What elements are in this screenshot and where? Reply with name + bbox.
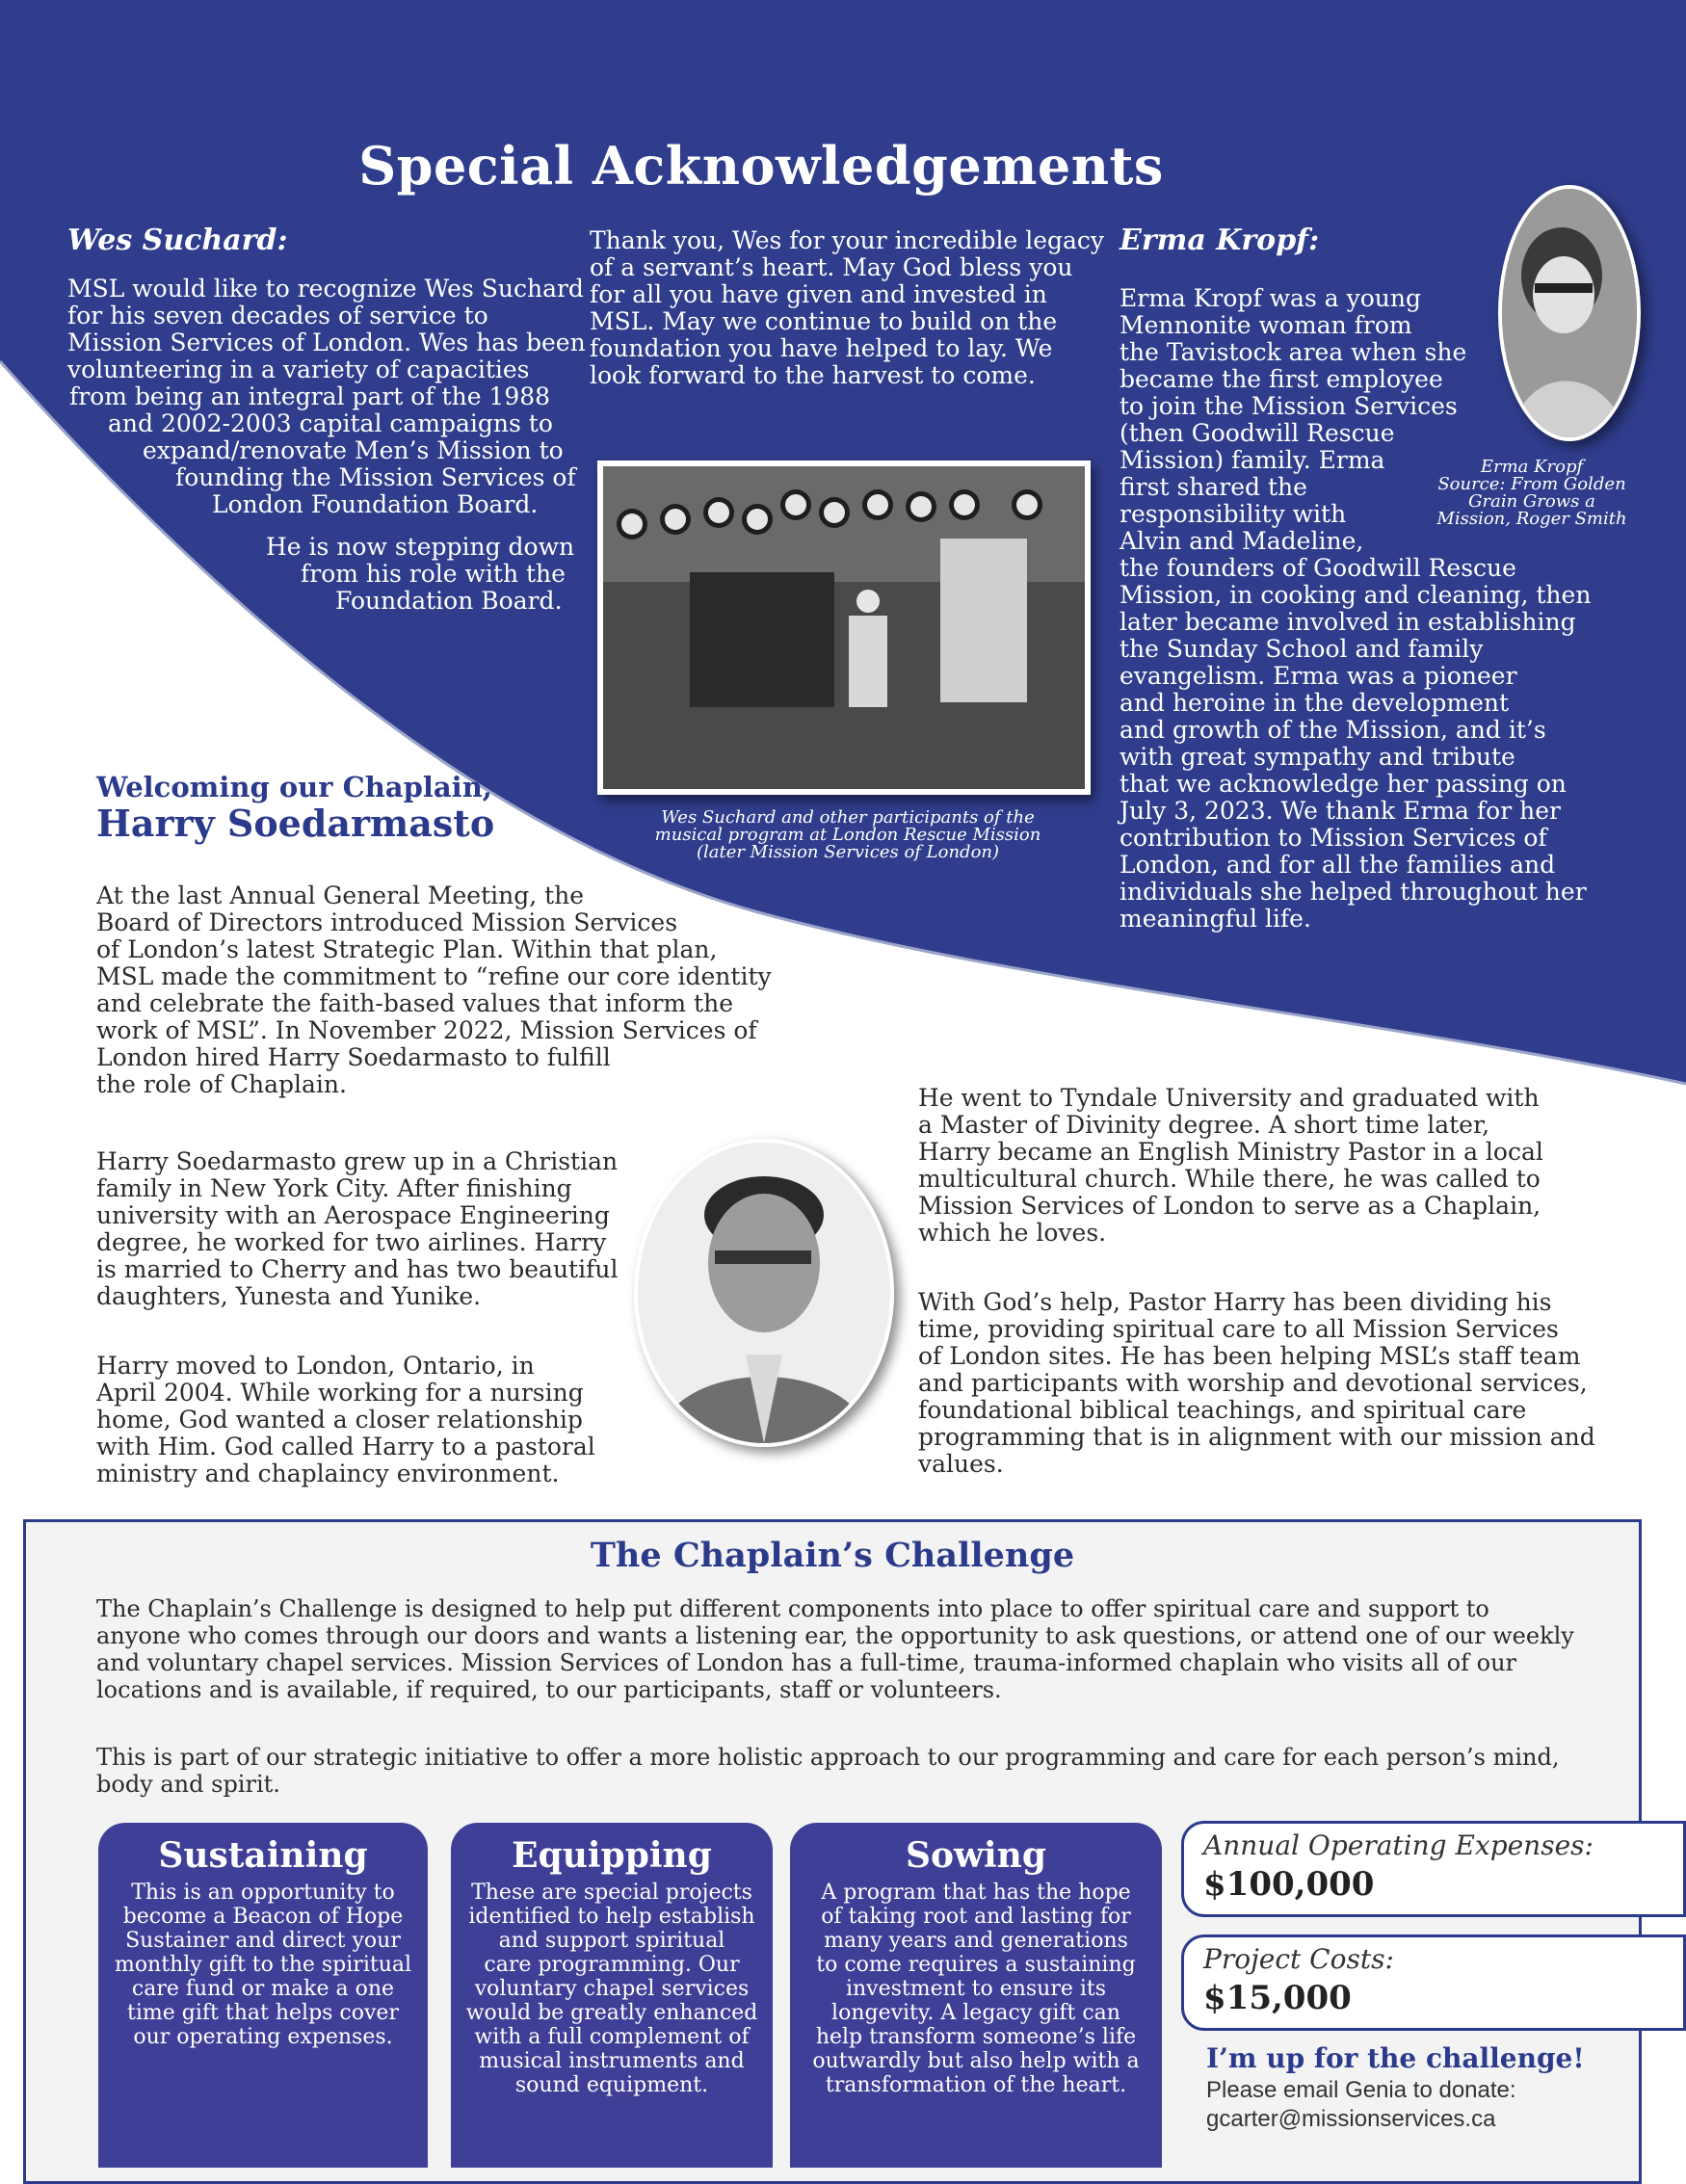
annual-expenses-value: $100,000 — [1203, 1865, 1375, 1904]
wes-thanks-paragraph: Thank you, Wes for your incredible legacy of a servant’s heart. May God bless you for all you have given and invested in MSL. May we continue to build on the foundation you have helped to lay. We look forward to the harvest to come. — [590, 226, 1105, 389]
challenge-paragraph-1: The Chaplain’s Challenge is designed to help put different components into place to offer spiritual care and support to anyone who comes through our doors and wants a listening ear, the opportunity to ask questions, or attend one of our weekly and voluntary chapel services. Mission Services of London has a full-time, trauma-informed chaplain who visits all of our locations and is available, if required, to our participants, staff or volunteers. — [96, 1595, 1574, 1703]
equipping-card — [451, 1823, 773, 2168]
musical-photo-caption: Wes Suchard and other participants of the musical program at London Rescue Mission (later Mission Services of London) — [654, 807, 1041, 862]
project-costs-label: Project Costs: — [1203, 1943, 1394, 1975]
photo-placeholder-graphic — [603, 466, 1085, 789]
challenge-title: The Chaplain’s Challenge — [590, 1536, 1075, 1575]
wes-paragraph-2: He is now stepping down from his role with the Foundation Board. — [266, 533, 575, 615]
sustaining-card — [98, 1823, 428, 2168]
page-title: Special Acknowledgements — [358, 135, 1164, 197]
project-costs-box — [1181, 1934, 1686, 2031]
sustaining-title: Sustaining — [158, 1835, 368, 1876]
donate-instruction: Please email Genia to donate: — [1206, 2077, 1516, 2103]
chaplain-name: Harry Soedarmasto — [96, 802, 495, 845]
chaplain-paragraph-3: Harry moved to London, Ontario, in April 2004. While working for a nursing home, God wanted a closer relationship with Him. God called Harry to a pastoral ministry and chaplaincy environment. — [96, 1352, 595, 1487]
wes-paragraph-1: MSL would like to recognize Wes Suchard for his seven decades of service to Mission Services of London. Wes has been volunteering in a variety of capacities from being an integral part of the 1988 and 2002-2003 capital campaigns to expand/renovate Men’s Mission to founding the Mission Services of London Foundation Board. — [67, 275, 586, 518]
sowing-text: A program that has the hope of taking root and lasting for many years and generations to come requires a sustaining investment to ensure its longevity. A legacy gift can help transform someone’s life outwardly but also help with a transformation of the heart. — [812, 1881, 1140, 2097]
portrait-placeholder-graphic — [638, 1143, 890, 1443]
annual-expenses-box — [1181, 1821, 1686, 1917]
erma-portrait-caption: Erma Kropf Source: From Golden Grain Grows a Mission, Roger Smith — [1436, 457, 1627, 529]
sowing-card — [790, 1823, 1162, 2168]
musical-program-photo — [597, 460, 1091, 795]
harry-portrait — [634, 1139, 894, 1447]
erma-paragraph: Erma Kropf was a young Mennonite woman from the Tavistock area when she became the first employee to join the Mission Services (then Goodwill Rescue Mission) family. Erma first shared the responsibility with Alvin and Madeline, the founders of Goodwill Rescue Mission, in cooking and cleaning, then later became involved in establishing the Sunday School and family evangelism. Erma was a pioneer and heroine in the development and growth of the Mission, and it’s with great sympathy and tribute that we acknowledge her passing on July 3, 2023. We thank Erma for her contribution to Mission Services of London, and for all the families and individuals she helped throughout her meaningful life. — [1120, 284, 1592, 933]
sustaining-text: This is an opportunity to become a Beacon of Hope Sustainer and direct your monthly gift to the spiritual care fund or make a one time gift that helps cover our operating expenses. — [114, 1881, 412, 2049]
chaplain-paragraph-1: At the last Annual General Meeting, the Board of Directors introduced Mission Services of London’s latest Strategic Plan. Within that plan, MSL made the commitment to “refine our core identity and celebrate the faith-based values that inform the work of MSL”. In November 2022, Mission Services of London hired Harry Soedarmasto to fulfill the role of Chaplain. — [96, 881, 772, 1098]
sowing-title: Sowing — [905, 1835, 1047, 1876]
annual-expenses-label: Annual Operating Expenses: — [1203, 1829, 1594, 1861]
equipping-text: These are special projects identified to help establish and support spiritual care programming. Our voluntary chapel services would be greatly enhanced with a full complement of musical instruments and sound equipment. — [465, 1881, 758, 2097]
project-costs-value: $15,000 — [1203, 1979, 1352, 2017]
chaplain-kicker: Welcoming our Chaplain, — [96, 771, 492, 803]
chaplain-paragraph-2: Harry Soedarmasto grew up in a Christian family in New York City. After finishing university with an Aerospace Engineering degree, he worked for two airlines. Harry is married to Cherry and has two beautiful daughters, Yunesta and Yunike. — [96, 1147, 619, 1310]
equipping-title: Equipping — [512, 1835, 712, 1876]
erma-heading: Erma Kropf: — [1120, 224, 1320, 257]
chaplain-paragraph-5: With God’s help, Pastor Harry has been dividing his time, providing spiritual care to all Mission Services of London sites. He has been helping MSL’s staff team and participants with worship and devotional services, foundational biblical teachings, and spiritual care programming that is in alignment with our mission and values. — [918, 1288, 1595, 1478]
challenge-paragraph-2: This is part of our strategic initiative to offer a more holistic approach to our programming and care for each person’s mind, body and spirit. — [96, 1744, 1560, 1798]
wes-heading: Wes Suchard: — [67, 224, 288, 257]
challenge-cta: I’m up for the challenge! — [1206, 2042, 1585, 2074]
donate-email-link[interactable]: gcarter@missionservices.ca — [1206, 2106, 1496, 2132]
chaplain-paragraph-4: He went to Tyndale University and graduated with a Master of Divinity degree. A short time later, Harry became an English Ministry Pastor in a local multicultural church. While there, he was called to Mission Services of London to serve as a Chaplain, which he loves. — [918, 1084, 1543, 1247]
